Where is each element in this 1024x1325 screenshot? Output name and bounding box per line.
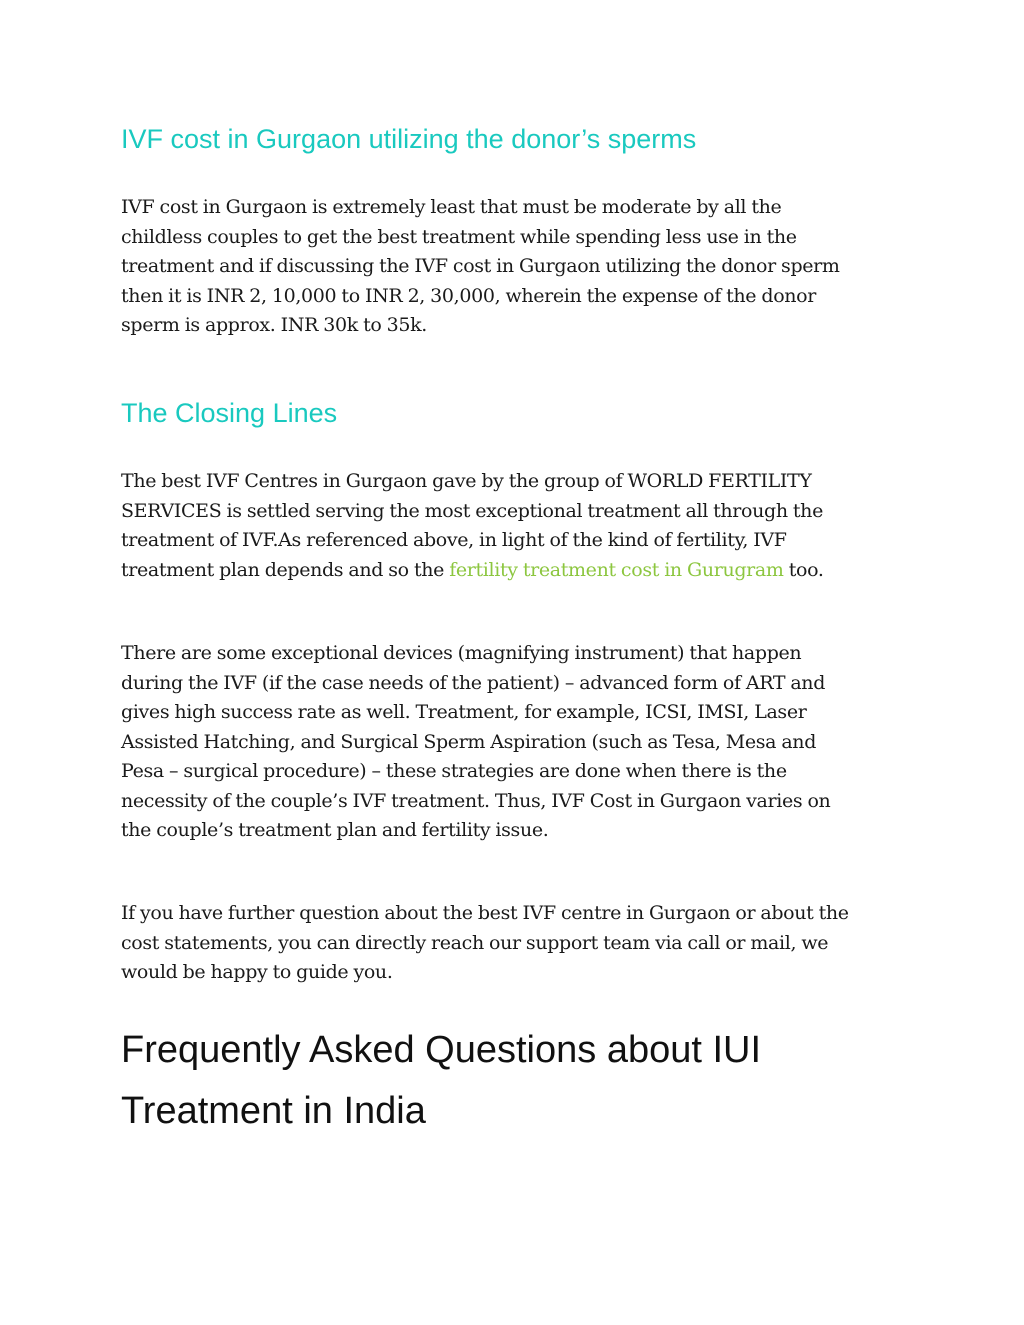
- faq-heading: [121, 1020, 761, 1142]
- paragraph-line: There are some exceptional devices (magnifying instrument) that happen: [121, 642, 802, 664]
- paragraph-text: too.: [783, 558, 824, 581]
- heading-line: Frequently Asked Questions about IUI: [121, 1029, 762, 1071]
- heading-line: Treatment in India: [121, 1090, 426, 1132]
- closing-paragraph-3: [121, 899, 921, 988]
- paragraph-line: would be happy to guide you.: [121, 961, 393, 983]
- paragraph-text: treatment plan depends and so the: [121, 558, 450, 581]
- paragraph-line: cost statements, you can directly reach our support team via call or mail, we: [121, 931, 829, 954]
- paragraph-line: then it is INR 2, 10,000 to INR 2, 30,000, wherein the expense of the donor: [121, 284, 816, 307]
- paragraph-line: treatment and if discussing the IVF cost in Gurgaon utilizing the donor sperm: [121, 255, 840, 277]
- paragraph-line: Assisted Hatching, and Surgical Sperm Aspiration (such as Tesa, Mesa and: [121, 730, 817, 753]
- paragraph-line: SERVICES is settled serving the most exceptional treatment all through the: [121, 499, 823, 522]
- fertility-cost-link[interactable]: fertility treatment cost in Gurugram: [449, 558, 784, 581]
- paragraph-line: If you have further question about the best IVF centre in Gurgaon or about the: [121, 902, 849, 924]
- paragraph-line: sperm is approx. INR 30k to 35k.: [121, 314, 427, 336]
- paragraph-line: [121, 556, 921, 586]
- paragraph-line: gives high success rate as well. Treatment, for example, ICSI, IMSI, Laser: [121, 701, 807, 723]
- closing-paragraph-2: [121, 639, 921, 846]
- paragraph-line: IVF cost in Gurgaon is extremely least that must be moderate by all the: [121, 196, 782, 218]
- donor-sperm-paragraph: [121, 193, 921, 341]
- paragraph-line: the couple’s treatment plan and fertility issue.: [121, 819, 549, 841]
- closing-paragraph-1: [121, 467, 921, 585]
- paragraph-line: Pesa – surgical procedure) – these strategies are done when there is the: [121, 760, 787, 782]
- paragraph-line: treatment of IVF.As referenced above, in light of the kind of fertility, IVF: [121, 529, 787, 551]
- paragraph-line: necessity of the couple’s IVF treatment. Thus, IVF Cost in Gurgaon varies on: [121, 789, 831, 812]
- paragraph-line: childless couples to get the best treatment while spending less use in the: [121, 225, 797, 248]
- paragraph-line: The best IVF Centres in Gurgaon gave by the group of WORLD FERTILITY: [121, 470, 812, 492]
- paragraph-line: during the IVF (if the case needs of the patient) – advanced form of ART and: [121, 671, 826, 694]
- donor-sperm-heading: IVF cost in Gurgaon utilizing the donor’s sperms: [121, 124, 697, 154]
- closing-lines-heading: The Closing Lines: [121, 398, 338, 428]
